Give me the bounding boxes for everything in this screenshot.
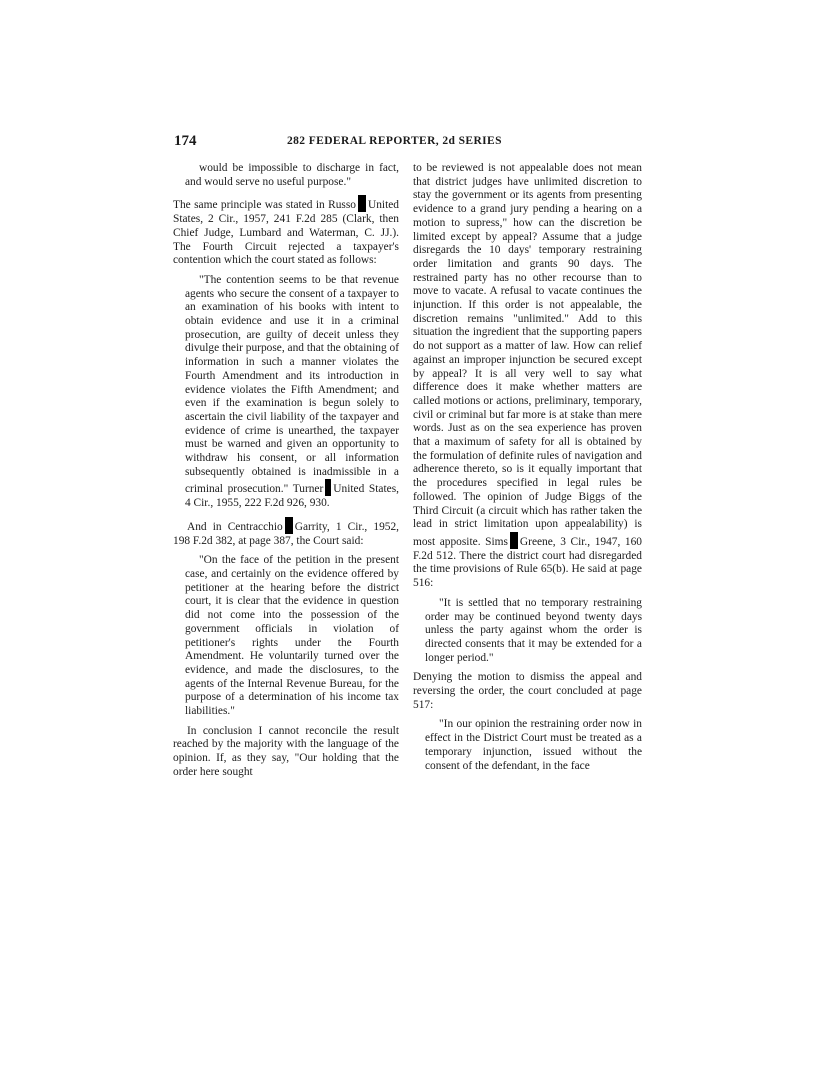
left-paragraph-russo-rest: United States, 2 Cir., 1957, 241 F.2d 285 (Clark, then Chief Judge, Lumbard and Waterman, C. JJ.). The Fourth Circuit rejected a taxpayer's contention which the court stated as follows:: [173, 199, 399, 267]
running-head: 282 FEDERAL REPORTER, 2d SERIES: [287, 135, 502, 147]
left-quote-turner: [185, 274, 399, 511]
page-number: 174: [174, 133, 197, 149]
redaction-mark: [325, 479, 331, 496]
left-quote-turner-cite: United States, 4 Cir., 1955, 222 F.2d 926, 930.: [185, 483, 399, 510]
left-quote-centracchio: "On the face of the petition in the present case, and certainly on the evidence offered by petitioner at the hearing before the district court, it is clear that the evidence in question did not come into the possession of the government officials in violation of petitioner's rights under the Fourth Amendment. He voluntarily turned over the evidence, and made the disclosures, to the agents of the Internal Revenue Bureau, for the purpose of a determination of his income tax liabilities.": [185, 554, 399, 718]
redaction-mark: [510, 532, 518, 549]
right-column: [413, 162, 642, 773]
right-quote-opinion: "In our opinion the restraining order now in effect in the District Court must be treated as a temporary injunction, issued without the consent of the defendant, in the face: [425, 718, 642, 772]
right-quote-sims: "It is settled that no temporary restraining order may be continued beyond twenty days unless the party against whom the order is directed consents that it may be extended for a longer period.": [425, 596, 642, 664]
left-quote-end: would be impossible to discharge in fact, and would serve no useful purpose.": [185, 162, 399, 188]
left-paragraph-conclusion: In conclusion I cannot reconcile the result reached by the majority with the language of the opinion. If, as they say, "Our holding that the order here sought: [173, 724, 399, 778]
redaction-mark: [285, 517, 293, 534]
right-paragraph-main-rest: Greene, 3 Cir., 1947, 160 F.2d 512. There the district court had disregarded the time provisions of Rule 65(b). He said at page 516:: [413, 535, 643, 590]
redaction-mark: [358, 195, 366, 212]
left-paragraph-russo: [173, 195, 399, 268]
left-paragraph-centracchio: [173, 517, 399, 548]
left-paragraph-centracchio-rest: Garrity, 1 Cir., 1952, 198 F.2d 382, at page 387, the Court said:: [173, 520, 400, 547]
right-paragraph-denying: Denying the motion to dismiss the appeal and reversing the order, the court concluded at page 517:: [413, 671, 642, 711]
right-paragraph-main-text: to be reviewed is not appealable does not mean that district judges have unlimited discretion to stay the government or its agents from presenting evidence to a grand jury pending a hearing on a motion to supress," how can the discretion be limited except by appeal? Assume that a judge disregards the 10 days' temporary restraining order limitation and grants 90 days. The restrained party has no other recourse than to move to vacate. A refusal to vacate continues the injunction. If this order is not appealable, the discretion remains "unlimited." Add to this situation the ingredient that the supporting papers do not support as a matter of law. How can relief against an improper injunction be secured except by appeal? It is all very well to say what difference does it make whether matters are called motions or actions, preliminary, temporary, civil or criminal but far more is at stake than mere words. Just as on the sea experience has proven that a maximum of safety for all is obtained by the formulation of definite rules of navigation and adherence thereto, so is it equally important that the procedures specified in legal rules be followed. The opinion of Judge Biggs of the Third Circuit (a circuit which has rather taken the lead in strict limitation upon appealability) is most apposite. Sims: [413, 162, 642, 548]
right-paragraph-main: [413, 162, 642, 591]
left-paragraph-centracchio-start: And in Centracchio: [187, 520, 283, 533]
left-column: [173, 162, 399, 780]
left-paragraph-russo-start: The same principle was stated in Russo: [173, 199, 356, 212]
left-quote-turner-text: "The contention seems to be that revenue agents who secure the consent of a taxpayer to an examination of his books with intent to obtain evidence and use it in a criminal prosecution, are guilty of deceit unless they divulge their purpose, and that the obtaining of information in such a manner violates the Fourth Amendment and its introduction in evidence violates the Fifth Amendment; and even if the examination is begun solely to ascertain the civil liability of the taxpayer and evidence of crime is unearthed, the taxpayer must be warned and given an opportunity to withdraw his consent, or all information subsequently obtained is inadmissible in a criminal prosecution." Turner: [185, 273, 399, 496]
